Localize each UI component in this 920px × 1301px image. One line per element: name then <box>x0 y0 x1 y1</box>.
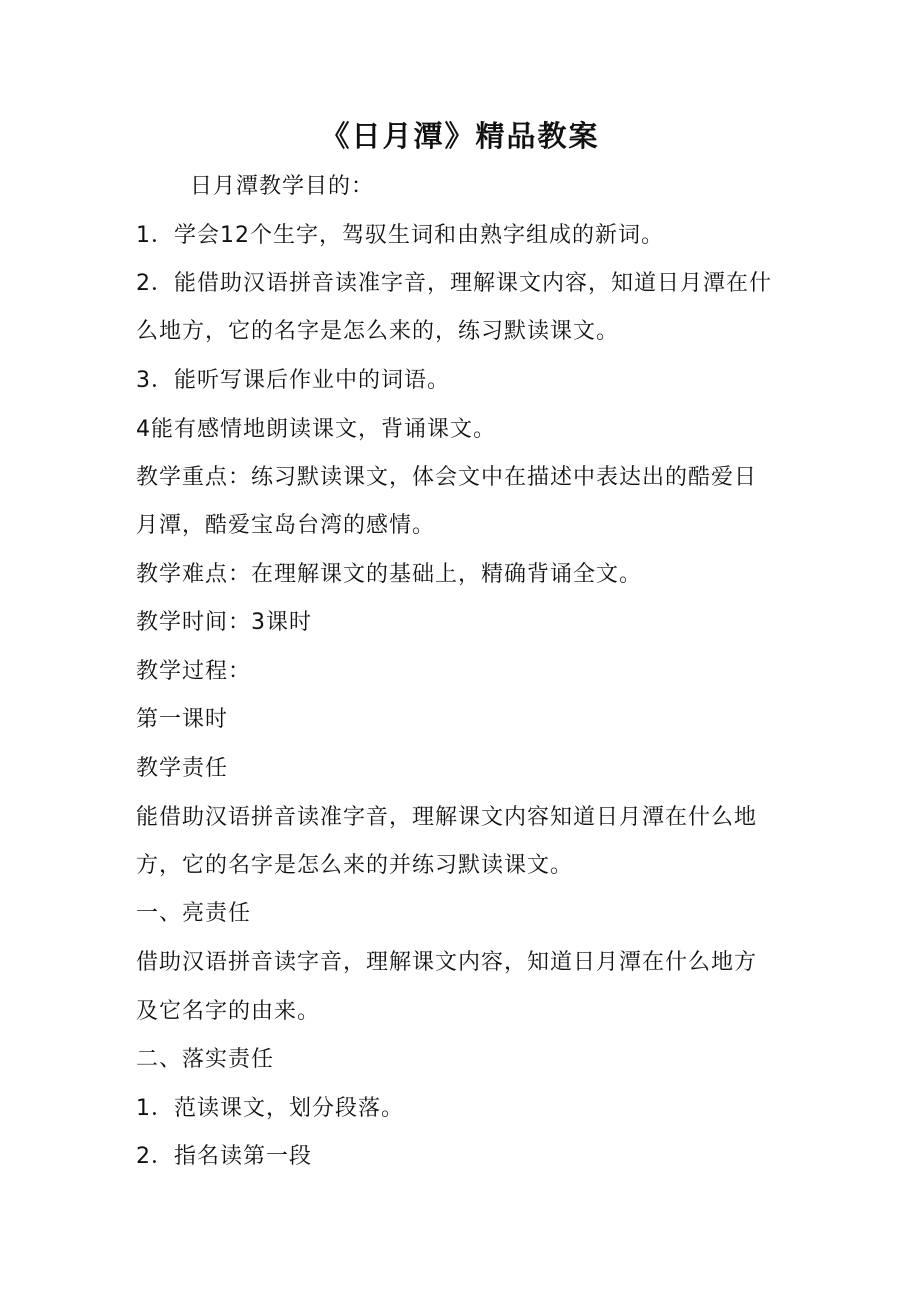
difficulty: 教学难点：在理解课文的基础上，精确背诵全文。 <box>136 562 643 587</box>
objectives-heading: 日月潭教学目的： <box>190 174 375 199</box>
objective-3: 3．能听写课后作业中的词语。 <box>136 368 450 393</box>
objective-1: 1．学会12个生字，驾驭生词和由熟字组成的新词。 <box>136 223 664 248</box>
objective-2-line-2: 么地方，它的名字是怎么来的，练习默读课文。 <box>136 319 620 344</box>
section-one-heading: 一、亮责任 <box>136 901 252 926</box>
section-two-step-2: 2．指名读第一段 <box>136 1144 312 1169</box>
teaching-time: 教学时间：3课时 <box>136 610 312 635</box>
objective-2-line-1: 2．能借助汉语拼音读准字音，理解课文内容，知道日月潭在什 <box>136 271 772 296</box>
section-two-step-1: 1．范读课文，划分段落。 <box>136 1096 404 1121</box>
task-line-2: 方，它的名字是怎么来的并练习默读课文。 <box>136 853 574 878</box>
task-heading: 教学责任 <box>136 756 229 781</box>
section-one-line-2: 及它名字的由来。 <box>136 999 321 1024</box>
document-title: 《日月潭》精品教案 <box>320 119 600 153</box>
teaching-process-heading: 教学过程： <box>136 659 252 684</box>
first-lesson-heading: 第一课时 <box>136 707 229 732</box>
key-point-line-2: 月潭，酷爱宝岛台湾的感情。 <box>136 513 436 538</box>
task-line-1: 能借助汉语拼音读准字音，理解课文内容知道日月潭在什么地 <box>136 805 758 830</box>
section-two-heading: 二、落实责任 <box>136 1047 275 1072</box>
section-one-line-1: 借助汉语拼音读字音，理解课文内容，知道日月潭在什么地方 <box>136 950 758 975</box>
key-point-line-1: 教学重点：练习默读课文，体会文中在描述中表达出的酷爱日 <box>136 465 758 490</box>
objective-4: 4能有感情地朗读课文，背诵课文。 <box>136 417 496 442</box>
